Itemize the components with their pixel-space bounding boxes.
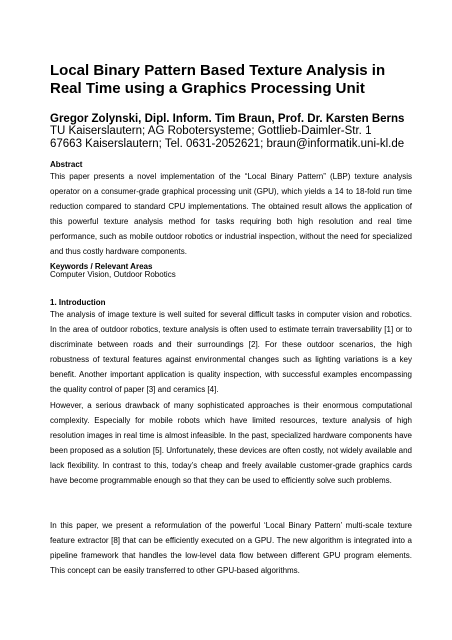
- abstract-heading: Abstract: [50, 160, 83, 169]
- introduction-paragraph-3: In this paper, we present a reformulation of the powerful ‘Local Binary Pattern’ multi-scale texture feature extractor [8] that can be efficiently executed on a GPU. The new algorithm is integrated into a pipeline framework that handles the low-level data flow between different GPU program elements. This concept can be easily transferred to other GPU-based algorithms.: [50, 521, 412, 575]
- affiliation-line-1: TU Kaiserslautern; AG Robotersysteme; Gottlieb-Daimler-Str. 1: [50, 125, 372, 137]
- introduction-paragraph-2: However, a serious drawback of many sophisticated approaches is their enormous computational complexity. Especially for mobile robots which have limited resources, texture analysis of high resolution images in real time is almost infeasible. In the past, specialized hardware components have been proposed as a solution [5]. Unfortunately, these devices are often costly, not widely available and lack flexibility. In contrast to this, today’s cheap and freely available customer-grade graphics cards have become programmable enough so that they can be used to efficiently solve such problems.: [50, 401, 412, 485]
- keywords-text: Computer Vision, Outdoor Robotics: [50, 270, 176, 279]
- affiliation-line-2: 67663 Kaiserslautern; Tel. 0631-2052621; braun@informatik.uni-kl.de: [50, 138, 405, 150]
- introduction-paragraph-1: The analysis of image texture is well suited for several difficult tasks in computer vision and robotics. In the area of outdoor robotics, texture analysis is often used to estimate terrain traversability [1] or to discriminate between roads and their surroundings [2]. For these outdoor scenarios, the high robustness of textural features against environmental changes such as lighting variations is a key benefit. Another important application is quality inspection, with successful examples encompassing the quality control of paper [3] and ceramics [4].: [50, 310, 412, 394]
- introduction-heading: 1. Introduction: [50, 298, 106, 307]
- paper-authors: Gregor Zolynski, Dipl. Inform. Tim Braun, Prof. Dr. Karsten Berns: [50, 113, 405, 125]
- abstract-text: This paper presents a novel implementation of the “Local Binary Pattern” (LBP) texture analysis operator on a consumer-grade graphical processing unit (GPU), which yields a 14 to 18-fold run time reduction compared to standard CPU implementations. The obtained result allows the application of this powerful texture analysis method for tasks requiring both high resolution and real time performance, such as mobile outdoor robotics or industrial inspection, without the need for specialized and thus costly hardware components.: [50, 172, 412, 256]
- paper-title: Local Binary Pattern Based Texture Analysis in Real Time using a Graphics Processing Unit: [50, 62, 386, 97]
- keywords-heading: Keywords / Relevant Areas: [50, 262, 153, 271]
